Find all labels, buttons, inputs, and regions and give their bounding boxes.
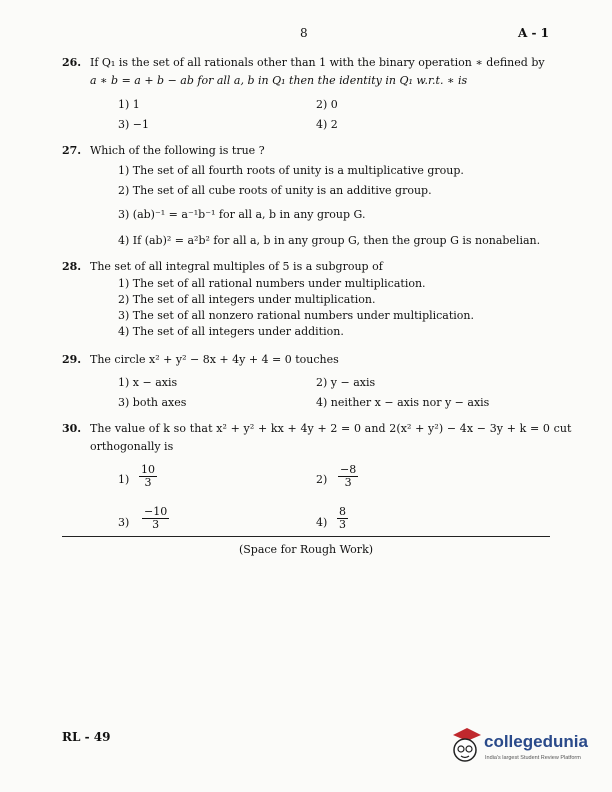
option[interactable]: 2) y − axis: [316, 376, 376, 389]
option[interactable]: 2) The set of all cube roots of unity is an additive group.: [118, 184, 432, 197]
question-number: 28.: [62, 260, 82, 273]
question-text: If Q₁ is the set of all rationals other than 1 with the binary operation ∗ defined by: [90, 56, 545, 69]
option[interactable]: 4) The set of all integers under addition.: [118, 325, 344, 338]
option-label[interactable]: 2): [316, 473, 328, 486]
option[interactable]: 3) −1: [118, 118, 150, 131]
question-text: a ∗ b = a + b − ab for all a, b in Q₁ then the identity in Q₁ w.r.t. ∗ is: [90, 74, 468, 87]
brand-logo: [448, 726, 598, 772]
option-fraction[interactable]: [337, 506, 348, 531]
option[interactable]: 3) The set of all nonzero rational numbers under multiplication.: [118, 309, 475, 322]
numerator: 10: [141, 463, 155, 476]
option-label[interactable]: 1): [118, 473, 130, 486]
question-text: Which of the following is true ?: [90, 144, 265, 157]
question-number: 27.: [62, 144, 82, 157]
student-mascot-icon: [448, 726, 482, 766]
rough-work-label: (Space for Rough Work): [238, 543, 374, 556]
option-fraction[interactable]: [142, 506, 169, 531]
option[interactable]: 1) x − axis: [118, 376, 178, 389]
paper-code: A - 1: [518, 26, 549, 40]
question-text: orthogonally is: [90, 440, 174, 453]
footer-code: RL - 49: [62, 730, 111, 744]
option[interactable]: 2) 0: [316, 98, 338, 111]
option[interactable]: 1) The set of all fourth roots of unity is a multiplicative group.: [118, 164, 464, 177]
question-text: The set of all integral multiples of 5 is a subgroup of: [90, 260, 383, 273]
numerator: −8: [340, 463, 357, 476]
option[interactable]: 4) If (ab)² = a²b² for all a, b in any group G, then the group G is nonabelian.: [118, 234, 541, 247]
page-number: 8: [300, 26, 308, 40]
divider: [62, 536, 550, 537]
option-fraction[interactable]: [338, 464, 358, 489]
option[interactable]: 3) (ab)⁻¹ = a⁻¹b⁻¹ for all a, b in any group G.: [118, 208, 366, 221]
denominator: 3: [344, 476, 352, 489]
option-fraction[interactable]: [139, 464, 157, 489]
question-number: 29.: [62, 353, 82, 366]
option[interactable]: 2) The set of all integers under multiplication.: [118, 293, 376, 306]
option-label[interactable]: 3): [118, 516, 130, 529]
option[interactable]: 4) 2: [316, 118, 338, 131]
option-label[interactable]: 4): [316, 516, 328, 529]
option[interactable]: 1) 1: [118, 98, 140, 111]
brand-name: collegedunia: [484, 732, 588, 751]
option[interactable]: 1) The set of all rational numbers under multiplication.: [118, 277, 426, 290]
denominator: 3: [152, 518, 160, 531]
question-text: The value of k so that x² + y² + kx + 4y + 2 = 0 and 2(x² + y²) − 4x − 3y + k = 0 cut: [90, 422, 572, 435]
option[interactable]: 3) both axes: [118, 396, 187, 409]
question-number: 26.: [62, 56, 82, 69]
denominator: 3: [144, 476, 152, 489]
numerator: 8: [339, 505, 346, 518]
brand-tagline: India's largest Student Review Platform: [485, 755, 581, 761]
numerator: −10: [144, 505, 168, 518]
question-text: The circle x² + y² − 8x + 4y + 4 = 0 touches: [90, 353, 339, 366]
denominator: 3: [339, 518, 346, 531]
option[interactable]: 4) neither x − axis nor y − axis: [316, 396, 490, 409]
question-number: 30.: [62, 422, 82, 435]
